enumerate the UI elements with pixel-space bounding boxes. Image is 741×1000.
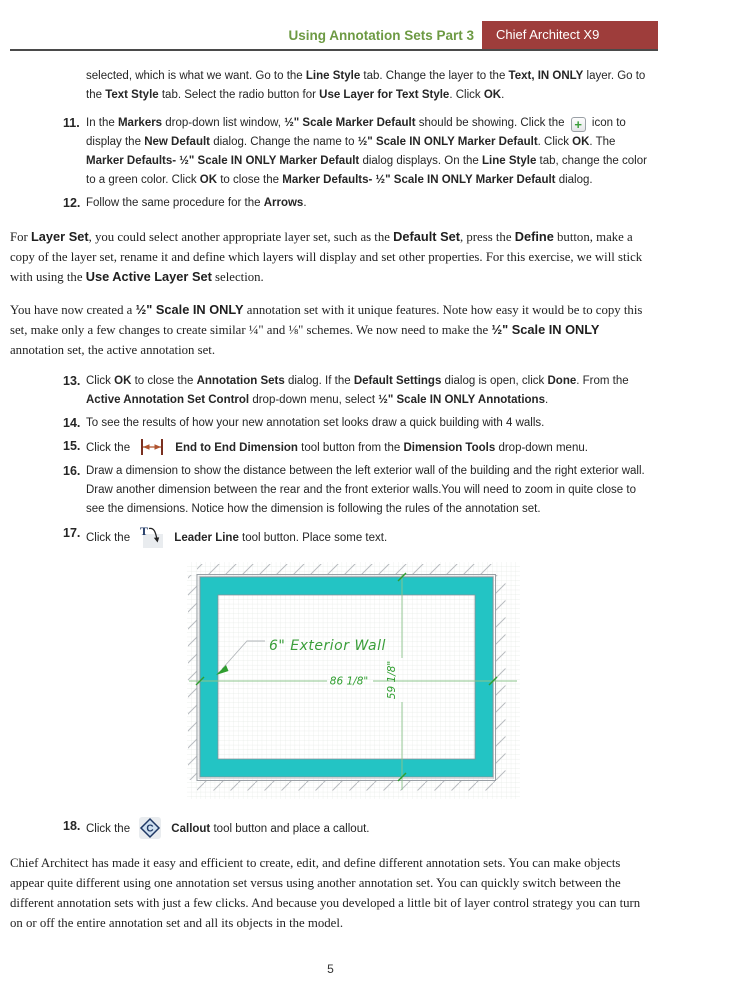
list-item-18 bbox=[63, 817, 656, 839]
item-number: 13. bbox=[63, 374, 81, 388]
item-text bbox=[86, 817, 656, 839]
list-item-16 bbox=[63, 462, 656, 519]
paragraph-created: You have now created a ½" Scale IN ONLY annotation set with it unique features. Note how easy it would be to copy this set, make only a few changes to create similar ¼" and ⅛" schemes. We now need to make the ½" Scale IN ONLY annotation set, the active annotation set. bbox=[10, 302, 643, 357]
item-text bbox=[86, 524, 656, 549]
item-number: 11. bbox=[63, 116, 80, 130]
height-dimension-label: 59 1/8" bbox=[386, 660, 398, 700]
svg-text:C: C bbox=[146, 823, 154, 835]
list-item-14 bbox=[63, 414, 656, 433]
item-number: 14. bbox=[63, 416, 81, 430]
item-text-pre: Click the bbox=[86, 823, 134, 835]
callout-icon bbox=[139, 817, 161, 839]
end-to-end-dimension-icon bbox=[139, 437, 165, 457]
list-item-15 bbox=[63, 437, 656, 458]
item-number: 17. bbox=[63, 526, 81, 540]
item-text: In the Markers drop-down list window, ½" Scale Marker Default should be showing. Click the + icon to display the New Default dialog. Change the name to ½" Scale IN ONLY Marker Default. Click OK. The Marker Defaults- ½" Scale IN ONLY Marker Default dialog displays. On the Line Style tab, change the color to a green color. Click OK to close the Marker Defaults- ½" Scale IN ONLY Marker Default dialog. bbox=[86, 117, 647, 186]
item-number: 15. bbox=[63, 439, 81, 453]
list-item-11 bbox=[63, 114, 656, 190]
paragraph-closing: Chief Architect has made it easy and efficient to create, edit, and define different annotation sets. You can make objects appear quite different using one annotation set versus using another annotation set. You can quickly switch between the different annotation sets with just a few clicks. And because you developed a little bit of layer control strategy you can turn on or off the entire annotation set and all its objects in the model. bbox=[10, 856, 641, 930]
numbered-list-bottom bbox=[63, 372, 656, 549]
paragraph-continuation: selected, which is what we want. Go to the Line Style tab. Change the layer to the Text, IN ONLY layer. Go to the Text Style tab. Select the radio button for Use Layer for Text Style. Click OK. bbox=[86, 70, 646, 101]
item-number: 12. bbox=[63, 196, 81, 210]
item-text: To see the results of how your new annotation set looks draw a quick building with 4 walls. bbox=[86, 417, 545, 429]
floor-plan-drawing bbox=[187, 562, 520, 799]
list-item-12 bbox=[63, 194, 656, 213]
item-number: 16. bbox=[63, 464, 81, 478]
product-badge: Chief Architect X9 bbox=[482, 21, 658, 49]
page-title: Using Annotation Sets Part 3 bbox=[288, 28, 474, 43]
paragraph-layer-set: For Layer Set, you could select another appropriate layer set, such as the Default Set, press the Define button, make a copy of the layer set, rename it and define which layers will display and set other properties. For this exercise, we will stick with using the Use Active Layer Set selection. bbox=[10, 229, 643, 284]
width-dimension-label: 86 1/8" bbox=[329, 675, 369, 688]
item-text: Draw a dimension to show the distance between the left exterior wall of the building and the right exterior wall. Draw another dimension between the rear and the front exterior walls.You will need to zoom in quite close to see the dimensions. Notice how the dimension is following the rules of the annotation set. bbox=[86, 465, 645, 515]
item-text-pre: Click the bbox=[86, 442, 134, 454]
item-text-pre: Click the bbox=[86, 532, 134, 544]
svg-text:T: T bbox=[140, 524, 149, 538]
wall-label: 6" Exterior Wall bbox=[269, 638, 386, 654]
item-text-post: Leader Line tool button. Place some text. bbox=[174, 532, 388, 544]
item-text: Click OK to close the Annotation Sets dialog. If the Default Settings dialog is open, click Done. From the Active Annotation Set Control drop-down menu, select ½" Scale IN ONLY Annotations. bbox=[86, 375, 629, 406]
leader-line-icon bbox=[139, 524, 164, 549]
numbered-list-callout bbox=[63, 817, 656, 839]
floor-plan-figure bbox=[187, 562, 520, 799]
item-text-post: End to End Dimension tool button from the Dimension Tools drop-down menu. bbox=[175, 442, 588, 454]
item-text bbox=[86, 437, 656, 458]
list-item-13 bbox=[63, 372, 656, 410]
page-content bbox=[0, 67, 741, 933]
plus-icon: + bbox=[571, 117, 586, 132]
page-header bbox=[10, 0, 658, 51]
numbered-list-top bbox=[63, 114, 656, 213]
page-number: 5 bbox=[327, 962, 334, 976]
list-item-17 bbox=[63, 524, 656, 549]
item-text-post: Callout tool button and place a callout. bbox=[171, 823, 370, 835]
item-number: 18. bbox=[63, 819, 81, 833]
item-text: Follow the same procedure for the Arrows. bbox=[86, 197, 307, 209]
